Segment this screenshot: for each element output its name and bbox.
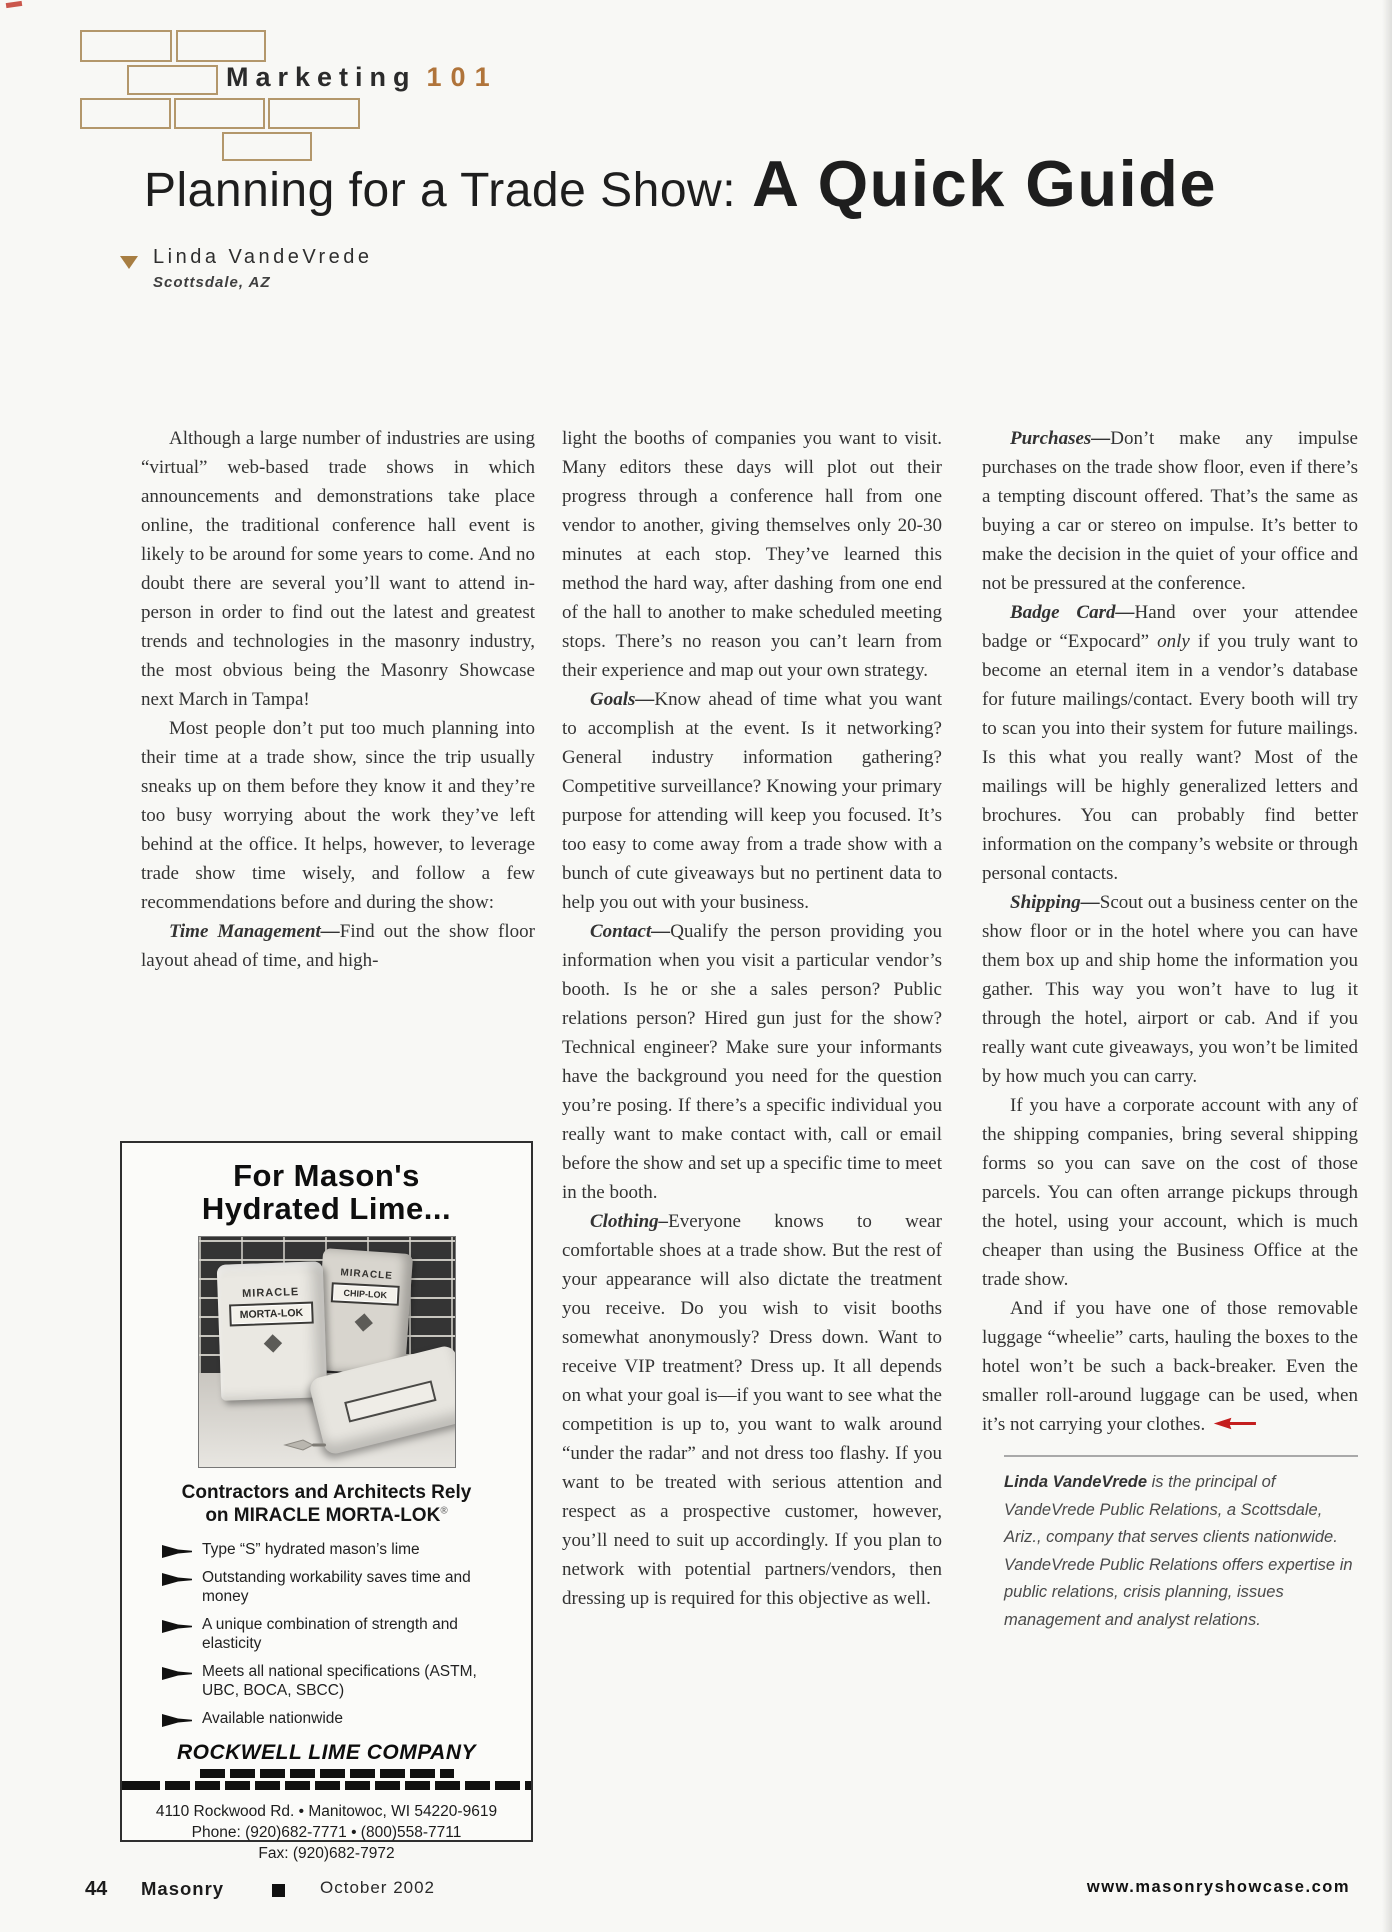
pennant-bullet-icon [162,1619,192,1634]
list-item: Type “S” hydrated mason’s lime [162,1540,513,1559]
author-name: Linda VandeVrede [153,246,373,268]
article-column-3 [982,424,1358,1634]
paragraph: Clothing–Everyone knows to wear comfortable shoes at a trade show. But the rest of your appearance will also dictate the treatment you receive. Do you wish to visit booths somewhat anonymously? Dress down. Want to receive VIP treatment? Dress up. It all depends on what your goal is—if you want to see what the competition is up to, you want to walk around “under the radar” and not dress too flashy. If you want to be treated with serious attention and respect as a prospective customer, however, you’ll need to suit up accordingly. If you plan to network with potential partners/vendors, then dressing up is required for this objective as well. [562,1211,942,1609]
bag-diamond-mark [263,1335,281,1353]
pennant-bullet-icon [162,1544,192,1559]
pennant-bullet-icon [162,1713,192,1728]
article-column-2 [562,424,942,1613]
paragraph: Although a large number of industries are using “virtual” web-based trade shows in which announcements and demonstrations take place online, the traditional conference hall event is likely to be around for some years to come. And no doubt there are several you’ll want to attend in-person in order to find out the latest and greatest trends and technologies in the masonry industry, the most obvious being the Masonry Showcase next March in Tampa! [141,428,535,710]
column-logo-title: Marketing 101 [226,62,499,92]
brick-icon [174,98,265,129]
paragraph: Goals—Know ahead of time what you want to accomplish at the event. Is it networking? General industry information gathering? Competitive surveillance? Knowing your primary purpose for attending will keep you focused. It’s too easy to come away from a trade show with a bunch of cute giveaways but no pertinent data to help you out with your business. [562,689,942,913]
list-item: Outstanding workability saves time and money [162,1568,513,1606]
paragraph: Most people don’t put too much planning into their time at a trade show, since the trip usually sneaks up on them before they know it and they’re too busy worrying about the work they’ve left behind at the office. It helps, however, to leverage trade show time wisely, and follow a few recommendations before and during the show: [141,718,535,913]
lime-bags-photo [199,1237,455,1467]
list-item: Meets all national specifications (ASTM, UBC, BOCA, SBCC) [162,1662,513,1700]
byline-triangle-icon [120,256,138,269]
paragraph: light the booths of companies you want to visit. Many editors these days will plot out their progress through a conference hall from one vendor to another, giving themselves only 20-30 minutes at each stop. They’ve learned this method the hard way, after dashing from one end of the hall to another to make scheduled meeting stops. There’s no reason you can’t learn from their experience and map out your own strategy. [562,428,942,681]
title-emphasis: A Quick Guide [752,147,1217,220]
paragraph: Contact—Qualify the person providing you information when you visit a particular vendor’s booth. Is he or she a sales person? Public relations person? Hired gun just for the show? Technical engineer? Make sure your informants have the background you need for the question you’re posing. If there’s a specific individual you really want to make contact with, call or email before the show and set up a specific time to meet in the booth. [562,921,942,1203]
list-item: Available nationwide [162,1709,513,1728]
pennant-bullet-icon [162,1572,192,1587]
bio-text: is the principal of VandeVrede Public Relations, a Scottsdale, Ariz., company that serves clients nationwide. VandeVrede Public Relations offers expertise in public relations, crisis planning, issues management and analyst relations. [1004,1473,1353,1629]
article-column-1 [141,424,535,975]
bio-author-name: Linda VandeVrede [1004,1473,1148,1491]
brick-row-graphic [200,1769,454,1778]
trowel-icon [283,1437,329,1453]
bag-small-label [344,1381,436,1423]
brick-row-graphic [122,1781,531,1790]
paragraph: Badge Card—Hand over your attendee badge or “Expocard” only if you truly want to become an eternal item in a vendor’s database for future mailings/contact. Every booth will try to scan you into their system for future mailings. Is this what you really want? Most of the mailings will be highly generalized letters and brochures. You can probably find better information on the company’s website or through personal contacts. [982,602,1359,884]
brick-icon [127,65,218,95]
scan-artifact [6,1,23,8]
paragraph: And if you have one of those removable luggage “wheelie” carts, hauling the boxes to the hotel won’t be such a back-breaker. Even the smaller roll-around luggage can be used, when it’s not carrying your clothes. [982,1298,1358,1435]
lime-bag-back: MIRACLE CHIP-LOK [314,1248,412,1376]
pennant-bullet-icon [162,1666,192,1681]
magazine-name: Masonry [141,1878,225,1899]
page-number: 44 [85,1878,108,1900]
ad-address: 4110 Rockwood Rd. • Manitowoc, WI 54220-9619 [155,1803,498,1821]
issue-date: October 2002 [320,1878,436,1897]
ad-bullet-list [134,1540,519,1728]
paragraph: Time Management—Find out the show floor layout ahead of time, and high- [141,921,535,971]
rockwell-lime-advertisement [120,1141,533,1863]
bag-diamond-mark [354,1314,372,1332]
website-url: www.masonryshowcase.com [1086,1878,1350,1896]
ad-phone: Phone: (920)682-7771 • (800)558-7711 [191,1824,462,1842]
title-prefix: Planning for a Trade Show: [144,164,737,217]
ad-address-block [134,1801,519,1864]
ad-company-name: ROCKWELL LIME COMPANY [176,1741,477,1765]
brick-icon [80,98,171,129]
ad-fax: Fax: (920)682-7972 [258,1845,395,1863]
logo-number: 101 [426,62,499,92]
paragraph: Purchases—Don’t make any impulse purchases on the trade show floor, even if there’s a tempting discount offered. That’s the same as buying a car or stereo on impulse. It’s better to make the decision in the quiet of your office and not be pressured at the conference. [982,428,1358,594]
list-item: A unique combination of strength and elasticity [162,1615,513,1653]
brick-icon [268,98,360,129]
paragraph: Shipping—Scout out a business center on the show floor or in the hotel where you can have them box up and ship home the information you gather. This way you won’t have to lug it through the hotel, airport or cab. And if you really want cute giveaways, you won’t be limited by how much you can carry. [982,892,1358,1087]
brick-icon [176,30,266,62]
end-of-article-arrow-icon [1213,1416,1259,1431]
ad-headline: For Mason's Hydrated Lime... [201,1158,452,1227]
author-bio [1004,1455,1358,1634]
brick-icon [80,30,172,62]
page-title [144,146,1217,221]
author-location: Scottsdale, AZ [153,274,271,291]
ad-subheadline: Contractors and Architects Rely on MIRACLE MORTA-LOK® [181,1482,472,1526]
paragraph: If you have a corporate account with any of the shipping companies, bring several shipping forms so you can save on the cost of those parcels. You can often arrange pickups through the hotel, using your account, which is much cheaper than using the Business Office at the trade show. [982,1095,1358,1290]
lime-bag-front: MIRACLE MORTA-LOK [216,1262,327,1402]
footer-square-icon [272,1884,285,1897]
registered-mark: ® [440,1505,448,1517]
